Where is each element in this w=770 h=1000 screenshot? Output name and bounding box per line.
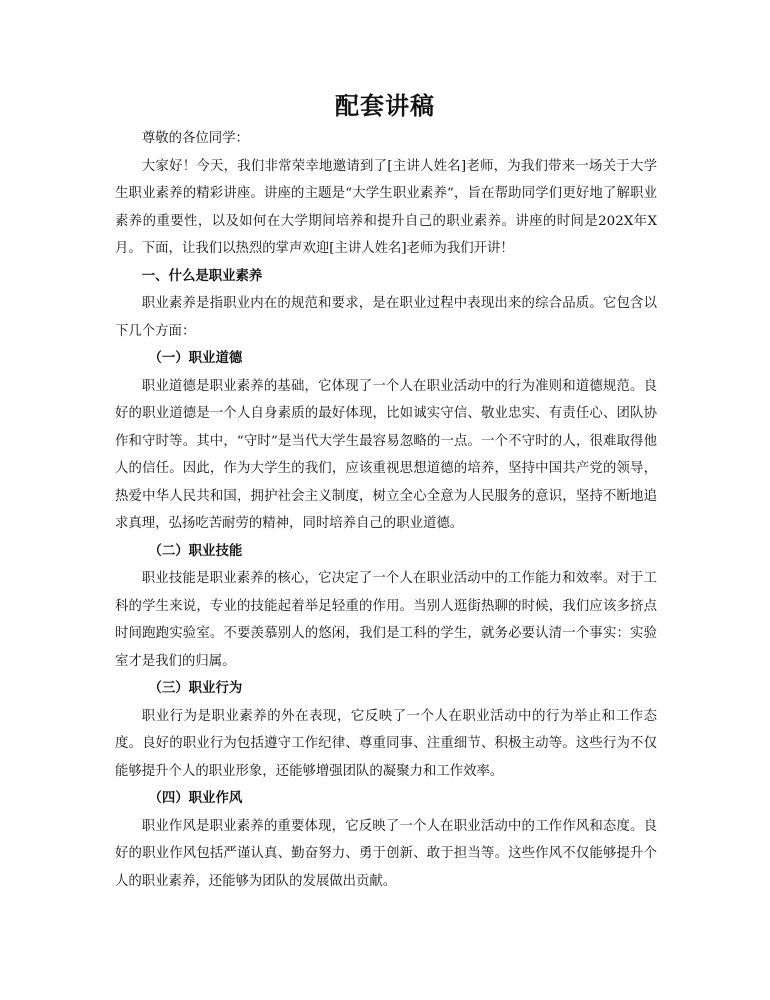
subsection-heading-professional-style: （四）职业作风 [148, 790, 243, 806]
subsection-paragraph-professional-ethics: 职业道德是职业素养的基础，它体现了一个人在职业活动中的行为准则和道德规范。良好的职业道德是一个人自身素质的最好体现，比如诚实守信、敬业忠实、有责任心、团队协作和守时等。其中，“守时”是当代大学生最容易忽略的一点。一个不守时的人，很难取得他人的信任。因此，作为大学生的我们，应该重视思想道德的培养，坚持中国共产党的领导，热爱中华人民共和国，拥护社会主义制度，树立全心全意为人民服务的意识，坚持不断地追求真理，弘扬吃苦耐劳的精神，同时培养自己的职业道德。 [115, 378, 657, 531]
section-heading-what-is-professionalism: 一、什么是职业素养 [141, 267, 263, 284]
document-title: 配套讲稿 [335, 91, 435, 120]
document-body [115, 125, 657, 895]
intro-paragraph: 大家好！今天，我们非常荣幸地邀请到了[主讲人姓名]老师，为我们带来一场关于大学生职业素养的精彩讲座。讲座的主题是“大学生职业素养”，旨在帮助同学们更好地了解职业素养的重要性，以及如何在大学期间培养和提升自己的职业素养。讲座的时间是202X年X月。下面，让我们以热烈的掌声欢迎[主讲人姓名]老师为我们开讲！ [115, 158, 657, 256]
subsection-paragraph-professional-skills: 职业技能是职业素养的核心，它决定了一个人在职业活动中的工作能力和效率。对于工科的学生来说，专业的技能起着举足轻重的作用。当别人逛街热聊的时候，我们应该多挤点时间跑跑实验室。不要羡慕别人的悠闲，我们是工科的学生，就务必要认清一个事实：实验室才是我们的归属。 [115, 571, 657, 669]
greeting: 尊敬的各位同学： [141, 131, 249, 146]
subsection-heading-professional-behavior: （三）职业行为 [148, 680, 243, 696]
subsection-paragraph-professional-behavior: 职业行为是职业素养的外在表现，它反映了一个人在职业活动中的行为举止和工作态度。良好的职业行为包括遵守工作纪律、尊重同事、注重细节、积极主动等。这些行为不仅能够提升个人的职业形象，还能够增强团队的凝聚力和工作效率。 [115, 708, 657, 779]
subsection-paragraph-professional-style: 职业作风是职业素养的重要体现，它反映了一个人在职业活动中的工作作风和态度。良好的职业作风包括严谨认真、勤奋努力、勇于创新、敢于担当等。这些作风不仅能够提升个人的职业素养，还能够为团队的发展做出贡献。 [115, 818, 657, 889]
subsection-heading-professional-skills: （二）职业技能 [148, 542, 243, 559]
section-paragraph-what-is-professionalism: 职业素养是指职业内在的规范和要求，是在职业过程中表现出来的综合品质。它包含以下几个方面： [115, 296, 657, 339]
subsection-heading-professional-ethics: （一）职业道德 [148, 350, 243, 366]
